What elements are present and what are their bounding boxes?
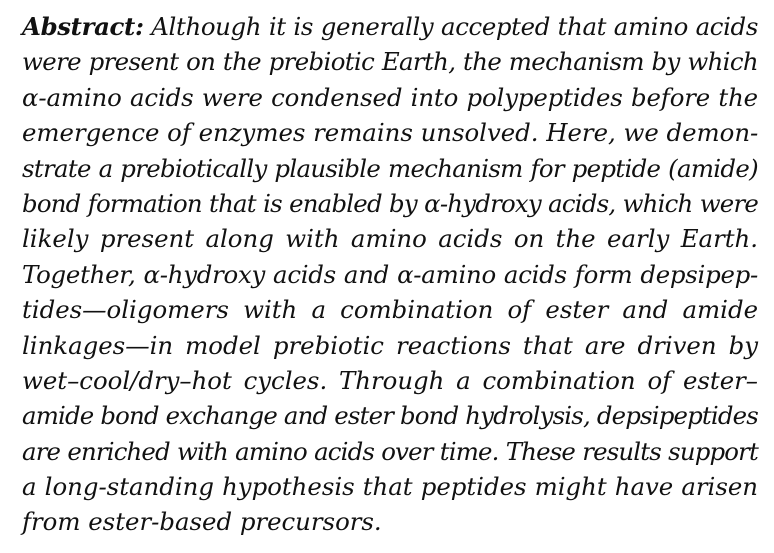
abstract-line-12: amide bond exchange and ester bond hydrolysis, depsipeptides	[22, 401, 758, 431]
abstract-line-2: were present on the prebiotic Earth, the mechanism by which	[22, 47, 758, 77]
abstract-label: Abstract:	[22, 12, 144, 41]
abstract-line-6: bond formation that is enabled by α-hydroxy acids, which were	[22, 188, 758, 218]
abstract-line-14: a long-standing hypothesis that peptides might have arisen	[22, 472, 758, 502]
abstract-line-13: are enriched with amino acids over time. These results support	[22, 436, 758, 466]
abstract-line-10: linkages—in model prebiotic reactions that are driven by	[22, 330, 758, 360]
abstract-line-5: strate a prebiotically plausible mechanism for peptide (amide)	[22, 153, 758, 183]
abstract-line-11: wet–cool/dry–hot cycles. Through a combination of ester–	[22, 365, 758, 395]
abstract-line-9: tides—oligomers with a combination of ester and amide	[22, 295, 758, 325]
abstract-line-1	[22, 9, 758, 44]
abstract-line-3: α-amino acids were condensed into polypeptides before the	[22, 82, 758, 112]
abstract-block	[22, 9, 758, 540]
abstract-line-15: from ester-based precursors.	[22, 507, 382, 537]
abstract-line-8: Together, α-hydroxy acids and α-amino acids form depsipep-	[22, 259, 758, 289]
abstract-line-7: likely present along with amino acids on the early Earth.	[22, 224, 758, 254]
abstract-line-4: emergence of enzymes remains unsolved. Here, we demon-	[22, 118, 759, 148]
abstract-line-text: Although it is generally accepted that amino acids	[151, 12, 758, 41]
